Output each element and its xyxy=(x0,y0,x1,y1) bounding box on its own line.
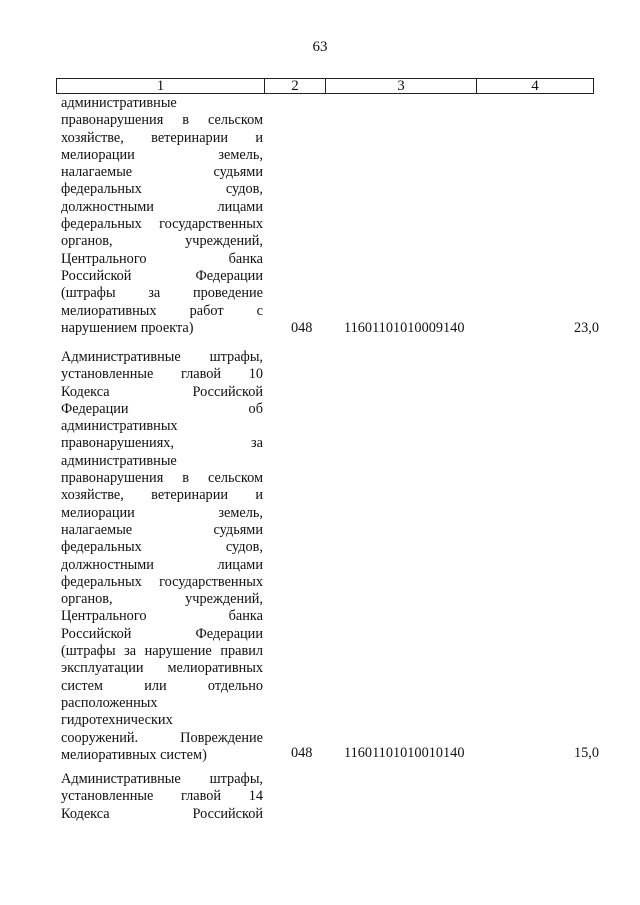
description-line: мелиорации земель, xyxy=(61,146,263,163)
description-line: гидротехнических xyxy=(61,712,173,729)
column-header-3: 3 xyxy=(326,79,477,94)
description-line: Кодекса Российской xyxy=(61,383,263,400)
description-line: административные xyxy=(61,452,177,469)
description-line: органов, учреждений, xyxy=(61,591,263,608)
row-1-admin-code: 048 xyxy=(291,320,313,336)
description-line: должностными лицами xyxy=(61,198,263,215)
description-line: федеральных государственных xyxy=(61,216,263,233)
row-1-amount: 23,0 xyxy=(573,320,599,336)
description-line: должностными лицами xyxy=(61,556,263,573)
description-line: хозяйстве, ветеринарии и xyxy=(61,487,263,504)
column-header-4: 4 xyxy=(477,79,594,94)
description-line: хозяйстве, ветеринарии и xyxy=(61,129,263,146)
description-line: налагаемые судьями xyxy=(61,164,263,181)
description-line: мелиоративных работ с xyxy=(61,302,263,319)
column-header-table xyxy=(56,78,594,94)
description-line: Центрального банка xyxy=(61,608,263,625)
description-line: установленные главой 14 xyxy=(61,788,263,805)
description-line: систем или отдельно xyxy=(61,677,263,694)
row-2-admin-code: 048 xyxy=(291,745,313,761)
row-2-amount: 15,0 xyxy=(573,745,599,761)
description-line: (штрафы за проведение xyxy=(61,285,263,302)
description-line: правонарушения в сельском xyxy=(61,112,263,129)
description-line: мелиорации земель, xyxy=(61,504,263,521)
row-description-1 xyxy=(61,95,263,337)
description-line: административные xyxy=(61,95,177,111)
description-line: Административные штрафы, xyxy=(61,771,263,787)
description-line: налагаемые судьями xyxy=(61,521,263,538)
description-line: федеральных судов, xyxy=(61,181,263,198)
description-line: правонарушения в сельском xyxy=(61,470,263,487)
description-line: Российской Федерации xyxy=(61,267,263,284)
description-line: Центрального банка xyxy=(61,250,263,267)
description-line: эксплуатации мелиоративных xyxy=(61,660,263,677)
description-line: органов, учреждений, xyxy=(61,233,263,250)
description-line: федеральных судов, xyxy=(61,539,263,556)
description-line: Российской Федерации xyxy=(61,625,263,642)
column-header-2: 2 xyxy=(265,79,326,94)
row-description-3 xyxy=(61,771,263,823)
description-line: Кодекса Российской xyxy=(61,805,263,822)
description-line: федеральных государственных xyxy=(61,573,263,590)
description-line: расположенных xyxy=(61,694,158,711)
description-line: установленные главой 10 xyxy=(61,366,263,383)
description-line: нарушением проекта) xyxy=(61,319,194,336)
description-line: правонарушениях, за xyxy=(61,435,263,452)
description-line: Административные штрафы, xyxy=(61,349,263,365)
description-line: мелиоративных систем) xyxy=(61,746,207,763)
description-line: (штрафы за нарушение правил xyxy=(61,643,263,660)
page-number: 63 xyxy=(312,39,328,55)
description-line: сооружений. Повреждение xyxy=(61,729,263,746)
column-header-1: 1 xyxy=(57,79,265,94)
description-line: Федерации об xyxy=(61,400,263,417)
row-description-2 xyxy=(61,349,263,764)
row-1-kbk-code: 11601101010009140 xyxy=(344,320,465,336)
description-line: административных xyxy=(61,418,178,435)
row-2-kbk-code: 11601101010010140 xyxy=(344,745,465,761)
